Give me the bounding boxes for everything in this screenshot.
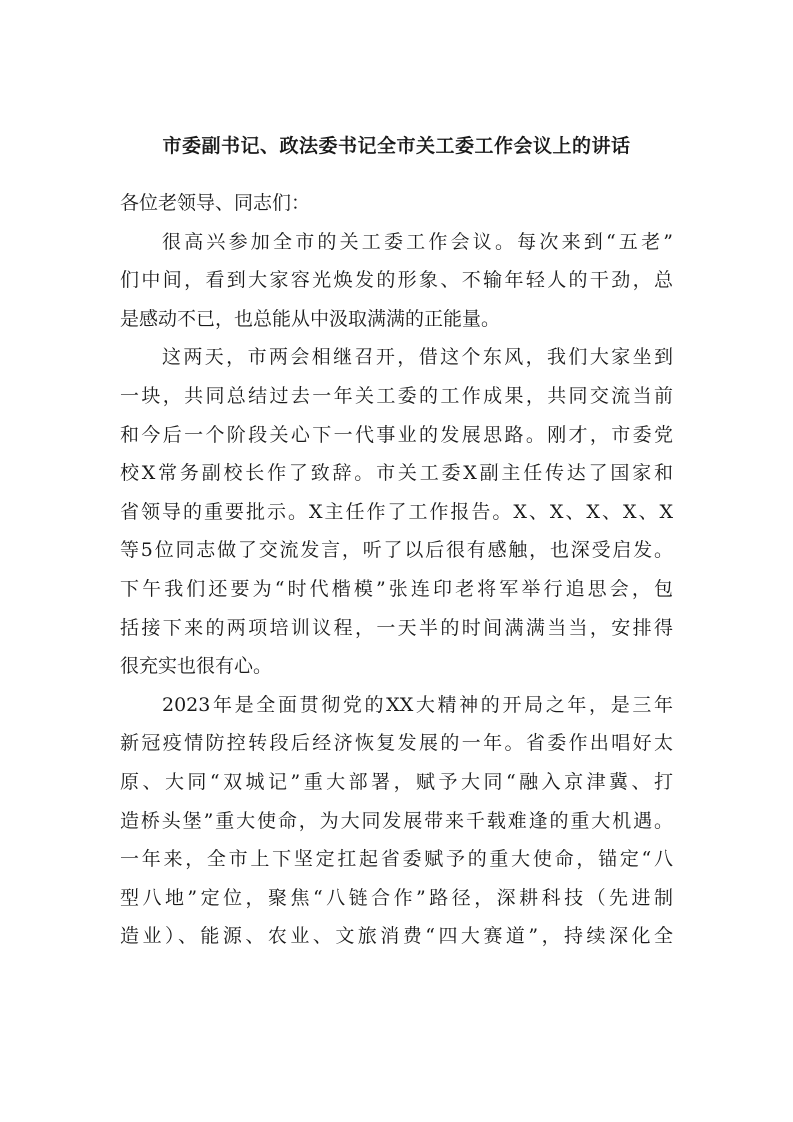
paragraph-line: 造业）、能源、农业、文旅消费“四大赛道”，持续深化全 (120, 925, 673, 948)
paragraph-line: 等5位同志做了交流发言，听了以后很有感触，也深受启发。 (120, 539, 673, 562)
paragraph-line: 原、大同“双城记”重大部署，赋予大同“融入京津冀、打 (120, 770, 673, 793)
paragraph-line: 下午我们还要为“时代楷模”张连印老将军举行追思会，包 (120, 577, 673, 600)
paragraph-line: 新冠疫情防控转段后经济恢复发展的一年。省委作出唱好太 (120, 732, 673, 755)
paragraph-line: 是感动不已，也总能从中汲取满满的正能量。 (120, 307, 501, 330)
paragraph-line: 校X常务副校长作了致辞。市关工委X副主任传达了国家和 (120, 462, 673, 485)
document-body (120, 184, 673, 956)
paragraph-line: 们中间，看到大家容光焕发的形象、不输年轻人的干劲，总 (120, 269, 673, 292)
paragraph-line: 2023年是全面贯彻党的XX大精神的开局之年，是三年 (162, 693, 673, 716)
paragraph-line: 造桥头堡”重大使命，为大同发展带来千载难逢的重大机遇。 (120, 809, 673, 832)
paragraph-line: 括接下来的两项培训议程，一天半的时间满满当当，安排得 (120, 616, 673, 639)
paragraph-1 (120, 223, 673, 339)
paragraph-line: 型八地”定位，聚焦“八链合作”路径，深耕科技（先进制 (120, 886, 673, 909)
paragraph-line: 一块，共同总结过去一年关工委的工作成果，共同交流当前 (120, 384, 673, 407)
paragraph-3 (120, 686, 673, 956)
paragraph-2 (120, 338, 673, 685)
paragraph-line: 很充实也很有心。 (120, 655, 273, 678)
paragraph-line: 这两天，市两会相继召开，借这个东风，我们大家坐到 (162, 346, 673, 369)
paragraph-line: 很高兴参加全市的关工委工作会议。每次来到“五老” (162, 230, 673, 253)
paragraph-line: 一年来，全市上下坚定扛起省委赋予的重大使命，锚定“八 (120, 848, 673, 871)
paragraph-line: 省领导的重要批示。X主任作了工作报告。X、X、X、X、X (120, 500, 673, 523)
document-title: 市委副书记、政法委书记全市关工委工作会议上的讲话 (162, 135, 631, 157)
salutation: 各位老领导、同志们： (120, 192, 311, 214)
paragraph-line: 和今后一个阶段关心下一代事业的发展思路。刚才，市委党 (120, 423, 673, 446)
